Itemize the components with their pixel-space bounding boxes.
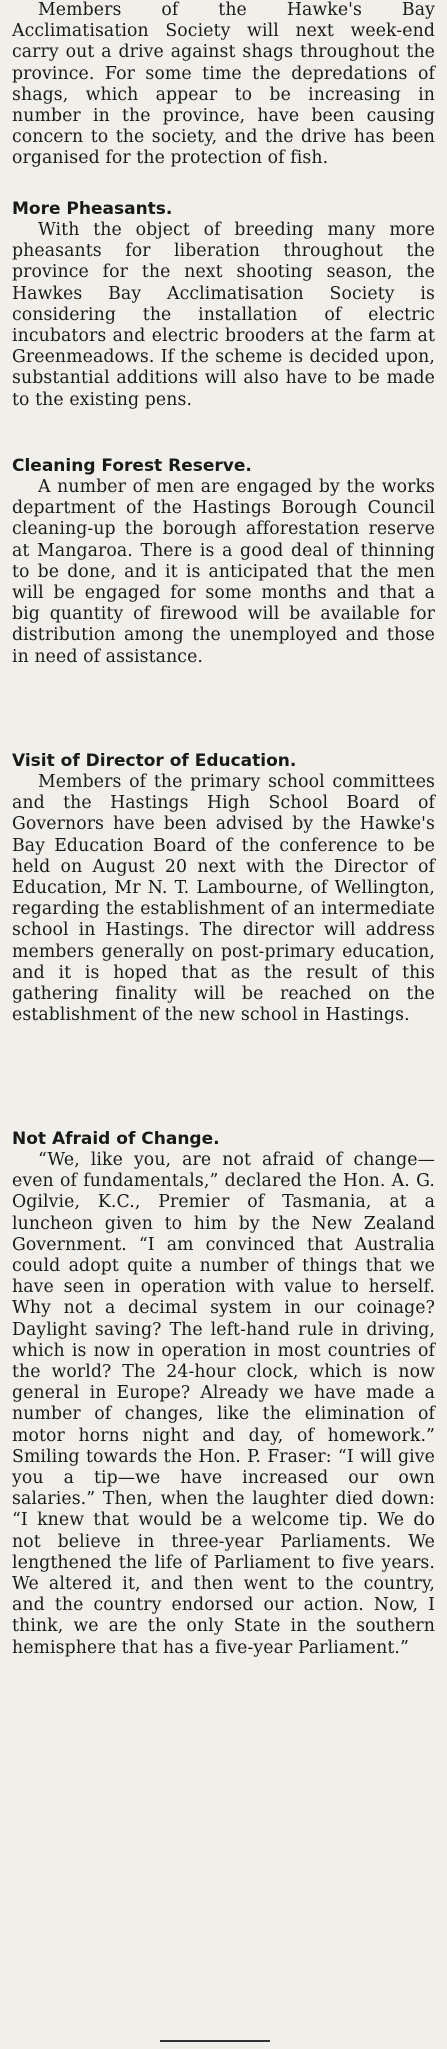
- column-divider-rule: [160, 2040, 270, 2042]
- article-cleaning-forest-reserve: [12, 455, 435, 668]
- article-heading: Visit of Director of Education.: [12, 751, 297, 771]
- article-body: A number of men are engaged by the works department of the Hastings Borough Council cleaning-up the borough afforestation reserve at Mangaroa. There is a good deal of thinning to be done, and it is anticipated that the men will be engaged for some months and that a big quantity of firewood will be available for distribution among the unemployed and those in need of assistance.: [12, 477, 435, 667]
- article-heading: Not Afraid of Change.: [12, 1129, 220, 1149]
- article-body: With the object of breeding many more pheasants for liberation throughout the province for the next shooting season, the Hawkes Bay Acclimatisation Society is considering the installation of electric incubators and electric brooders at the farm at Greenmeadows. If the scheme is decided upon, substantial additions will also have to be made to the existing pens.: [12, 220, 435, 410]
- article-more-pheasants: [12, 198, 435, 411]
- article-visit-director-education: [12, 750, 435, 1026]
- article-body: “We, like you, are not afraid of change—even of fundamentals,” declared the Hon. A. G. Ogilvie, K.C., Premier of Tasmania, at a luncheon given to him by the New Zealand Government. “I am convinced that Australia could adopt quite a number of things that we have seen in operation with value to herself. Why not a decimal system in our coinage? Daylight saving? The left-hand rule in driving, which is now in operation in most countries of the world? The 24-hour clock, which is now general in Europe? Already we have made a number of changes, like the elimination of motor horns night and day, of homework.” Smiling towards the Hon. P. Fraser: “I will give you a tip—we have increased our own salaries.” Then, when the laughter died down: “I knew that would be a welcome tip. We do not believe in three-year Parliaments. We lengthened the life of Parliament to five years. We altered it, and then went to the country, and the country endorsed our action. Now, I think, we are the only State in the southern hemisphere that has a five-year Parliament.”: [12, 1150, 435, 1658]
- article-heading: Cleaning Forest Reserve.: [12, 456, 252, 476]
- article-not-afraid-of-change: [12, 1128, 435, 1659]
- article-body: Members of the primary school committees and the Hastings High School Board of Governors have been advised by the Hawke's Bay Education Board of the conference to be held on August 20 next with the Director of Education, Mr N. T. Lambourne, of Wellington, regarding the establishment of an intermediate school in Hastings. The director will address members generally on post-primary education, and it is hoped that as the result of this gathering finality will be reached on the establishment of the new school in Hastings.: [12, 772, 435, 1026]
- article-shag-drive: [12, 0, 435, 170]
- article-body: Members of the Hawke's Bay Acclimatisation Society will next week-end carry out a drive against shags throughout the province. For some time the depredations of shags, which appear to be increasing in number in the province, have been causing concern to the society, and the drive has been organised for the protection of fish.: [12, 0, 435, 169]
- article-heading: More Pheasants.: [12, 199, 173, 219]
